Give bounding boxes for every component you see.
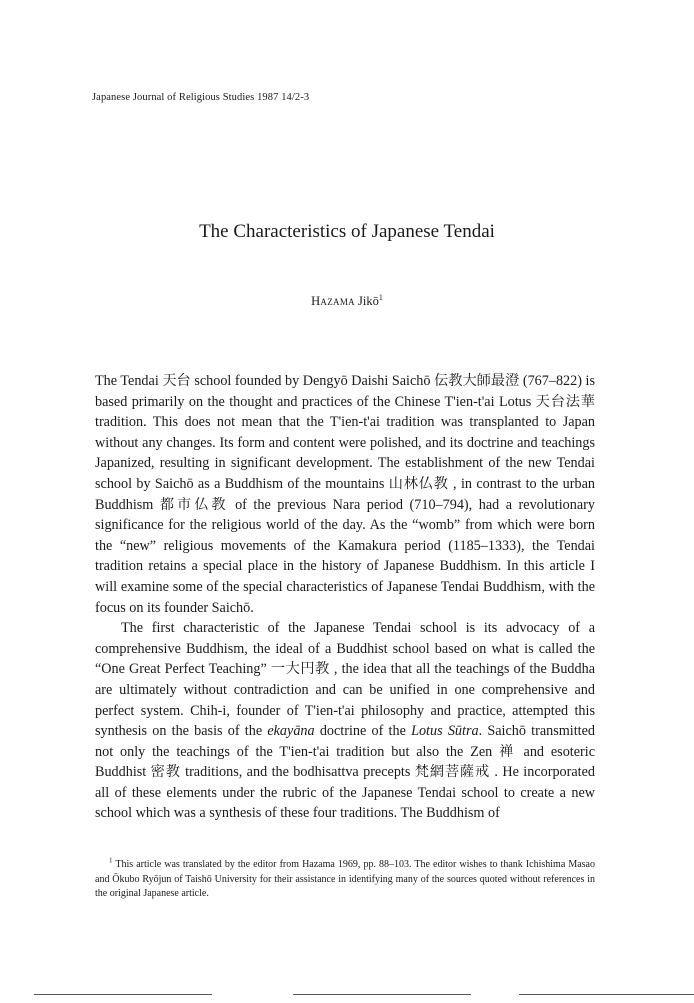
bottom-rule-middle xyxy=(293,994,471,995)
term-ekayana: ekayāna xyxy=(267,723,315,740)
term-lotus-sutra: Lotus Sūtra xyxy=(411,723,479,740)
journal-header: Japanese Journal of Religious Studies 1987 14/2-3 xyxy=(92,92,310,103)
footnote-1 xyxy=(95,858,595,902)
author-footnote-mark: 1 xyxy=(378,292,383,302)
bottom-rule-left xyxy=(34,994,212,995)
paragraph-2-part-b: doctrine of the xyxy=(314,723,412,740)
author-surname: Hazama xyxy=(311,294,355,308)
paragraph-2-part-a: The first characteristic of the Japanese Tendai school is its advocacy of a comprehensive Buddhism, the ideal of a Buddhist school based on what is called the “One Great Perfect Teaching” 一大円教 , the idea that all the teachings of the Buddha are ultimately without contradiction and can be unified in one comprehensive and perfect system. Chih-i, founder of T'ien-t'ai philosophy and practice, attempted this synthesis on the basis of the xyxy=(95,620,595,740)
footnotes xyxy=(95,858,595,902)
bottom-rule-right xyxy=(519,994,694,995)
article-title: The Characteristics of Japanese Tendai xyxy=(199,221,495,242)
footnote-1-text: This article was translated by the editor from Hazama 1969, pp. 88–103. The editor wishes to thank Ichishima Masao and Ōkubo Ryōjun of Taishō University for their assistance in identifying many of the sources quoted without references in the original Japanese article. xyxy=(95,859,595,900)
body-paragraph-2 xyxy=(95,618,595,824)
article-body xyxy=(95,371,595,824)
author-line xyxy=(0,294,694,309)
author-given-name: Jikō xyxy=(354,294,379,308)
body-paragraph-1: The Tendai 天台 school founded by Dengyō Daishi Saichō 伝教大師最澄 (767–822) is based primarily on the thought and practices of the Chinese T'ien-t'ai Lotus 天台法華 tradition. This does not mean that the T'ien-t'ai tradition was transplanted to Japan without any changes. Its form and content were polished, and its doctrine and teachings Japanized, resulting in significant development. The establishment of the new Tendai school by Saichō as a Buddhism of the mountains 山林仏教 , in contrast to the urban Buddhism 都市仏教 of the previous Nara period (710–794), had a revolutionary significance for the religious world of the day. As the “womb” from which were born the “new” religious movements of the Kamakura period (1185–1333), the Tendai tradition retains a special place in the history of Japanese Buddhism. In this article I will examine some of the special characteristics of Japanese Tendai Buddhism, with the focus on its founder Saichō. xyxy=(95,373,595,616)
footnote-1-mark: 1 xyxy=(109,856,113,865)
paragraph-2-part-c: . Saichō transmitted not only the teachings of the T'ien-t'ai tradition but also the Zen 禅 and esoteric Buddhist 密教 traditions, and the bodhisattva precepts 梵網菩薩戒 . He incorporated all of these elements under the rubric of the Japanese Tendai school to create a new school which was a synthesis of these four traditions. The Buddhism of xyxy=(95,723,595,822)
